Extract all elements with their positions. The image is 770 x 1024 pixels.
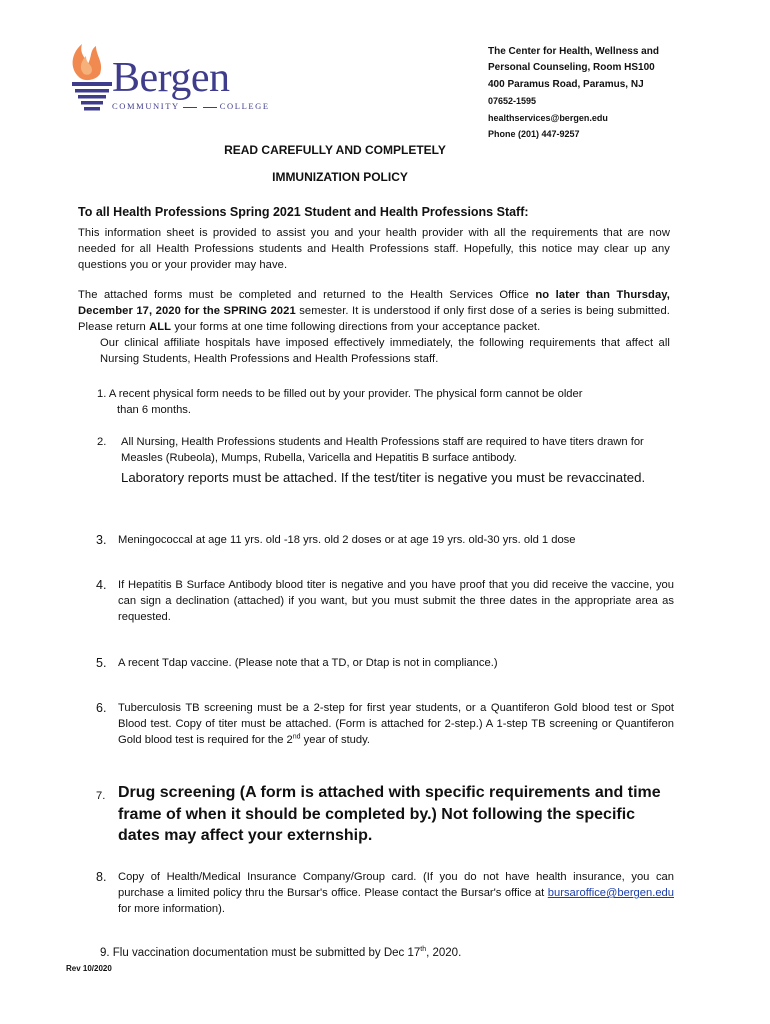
requirement-item-9 [100, 945, 660, 961]
requirement-text: 1. A recent physical form needs to be filled out by your provider. The physical form cannot be older [97, 388, 583, 400]
requirement-number: 6. [96, 701, 107, 715]
address-block [488, 44, 659, 142]
address-phone: Phone (201) 447-9257 [488, 129, 580, 140]
intro-paragraph: This information sheet is provided to assist you and your health provider with all the requirements that are now needed for all Health Professions students and Health Professions staff. Hopefully, this notice may clear up any questions you or your provider may have. [78, 227, 670, 272]
requirement-text: than 6 months. [117, 404, 192, 416]
flu-text: 9. Flu vaccination documentation must be submitted by Dec 17 [100, 947, 421, 959]
requirement-lab-note: Laboratory reports must be attached. If the test/titer is negative you must be revaccinated. [121, 470, 646, 485]
read-carefully-title: READ CAREFULLY AND COMPLETELY [224, 143, 446, 157]
deadline-all: ALL [149, 321, 172, 334]
address-zip: 07652-1595 [488, 96, 537, 107]
requirement-number: 8. [96, 870, 107, 884]
deadline-text: your forms at one time following directions from your acceptance packet. [171, 321, 541, 334]
flu-text: , 2020. [426, 947, 462, 959]
requirement-number: 3. [96, 533, 107, 547]
requirement-number: 4. [96, 578, 107, 592]
address-line: Personal Counseling, Room HS100 [488, 62, 655, 74]
logo-subtitle [112, 101, 270, 111]
address-email: healthservices@bergen.edu [488, 112, 608, 123]
ordinal-suffix: nd [292, 733, 301, 741]
hospitals-paragraph: Our clinical affiliate hospitals have imposed effectively immediately, the following requirements that affect all Nursing Students, Health Professions and Health Professions staff. [100, 337, 670, 366]
requirement-number: 5. [96, 656, 107, 670]
logo-sub-left: COMMUNITY [112, 101, 180, 111]
policy-title: IMMUNIZATION POLICY [272, 170, 408, 184]
deadline-date: no later than Thursday, December 17, 2020 for the SPRING 2021 [78, 289, 670, 318]
revision-label: Rev 10/2020 [66, 964, 112, 973]
requirement-text: A recent Tdap vaccine. (Please note that a TD, or Dtap is not in compliance.) [118, 657, 498, 669]
requirement-text: Meningococcal at age 11 yrs. old -18 yrs. old 2 doses or at age 19 yrs. old-30 yrs. old 1 dose [118, 534, 576, 546]
tb-text: year of study. [300, 734, 370, 746]
requirement-number: 2. [97, 436, 107, 448]
deadline-text: semester. It is understood if only first dose of a series is being submitted. Please return [78, 305, 670, 334]
insurance-text: Copy of Health/Medical Insurance Company/Group card. (If you do not have health insurance, you can purchase a limited policy thru the Bursar's office. Please contact the Bursar's office at [118, 871, 674, 899]
requirement-text: All Nursing, Health Professions students and Health Professions staff are required to have titers drawn for Measles (Rubeola), Mumps, Rubella, Varicella and Hepatitis B surface antibody. [121, 436, 644, 464]
ordinal-suffix: th [420, 946, 427, 954]
deadline-text: The attached forms must be completed and returned to the Health Services Office [78, 289, 536, 301]
logo-sub-right: COLLEGE [219, 101, 270, 111]
address-line: 400 Paramus Road, Paramus, NJ [488, 78, 644, 90]
tb-text: Tuberculosis TB screening must be a 2-step for first year students, or a Quantiferon Gold blood test or Spot Blood test. Copy of titer must be attached. (Form is attached for 2-step.) A 1-step TB screening or Quantiferon Gold blood test is required for the 2 [118, 702, 674, 746]
deadline-paragraph [78, 287, 670, 336]
address-line: The Center for Health, Wellness and [488, 46, 659, 57]
intro-heading: To all Health Professions Spring 2021 Student and Health Professions Staff: [78, 205, 529, 219]
logo-wordmark: Bergen [112, 55, 230, 101]
requirement-text [118, 700, 674, 748]
bursar-email-link[interactable]: bursaroffice@bergen.edu [547, 887, 674, 899]
drug-screening-text: Drug screening (A form is attached with specific requirements and time frame of when it should be completed by.) Not following the specific dates may affect your externship. [118, 784, 661, 844]
insurance-text: for more information). [118, 903, 225, 915]
requirement-text: If Hepatitis B Surface Antibody blood titer is negative and you have proof that you did receive the vaccine, you can sign a declination (attached) if you want, but you must submit the three dates in the appropriate area as requested. [118, 579, 674, 623]
requirement-text [118, 869, 674, 917]
requirement-number: 7. [96, 790, 106, 802]
